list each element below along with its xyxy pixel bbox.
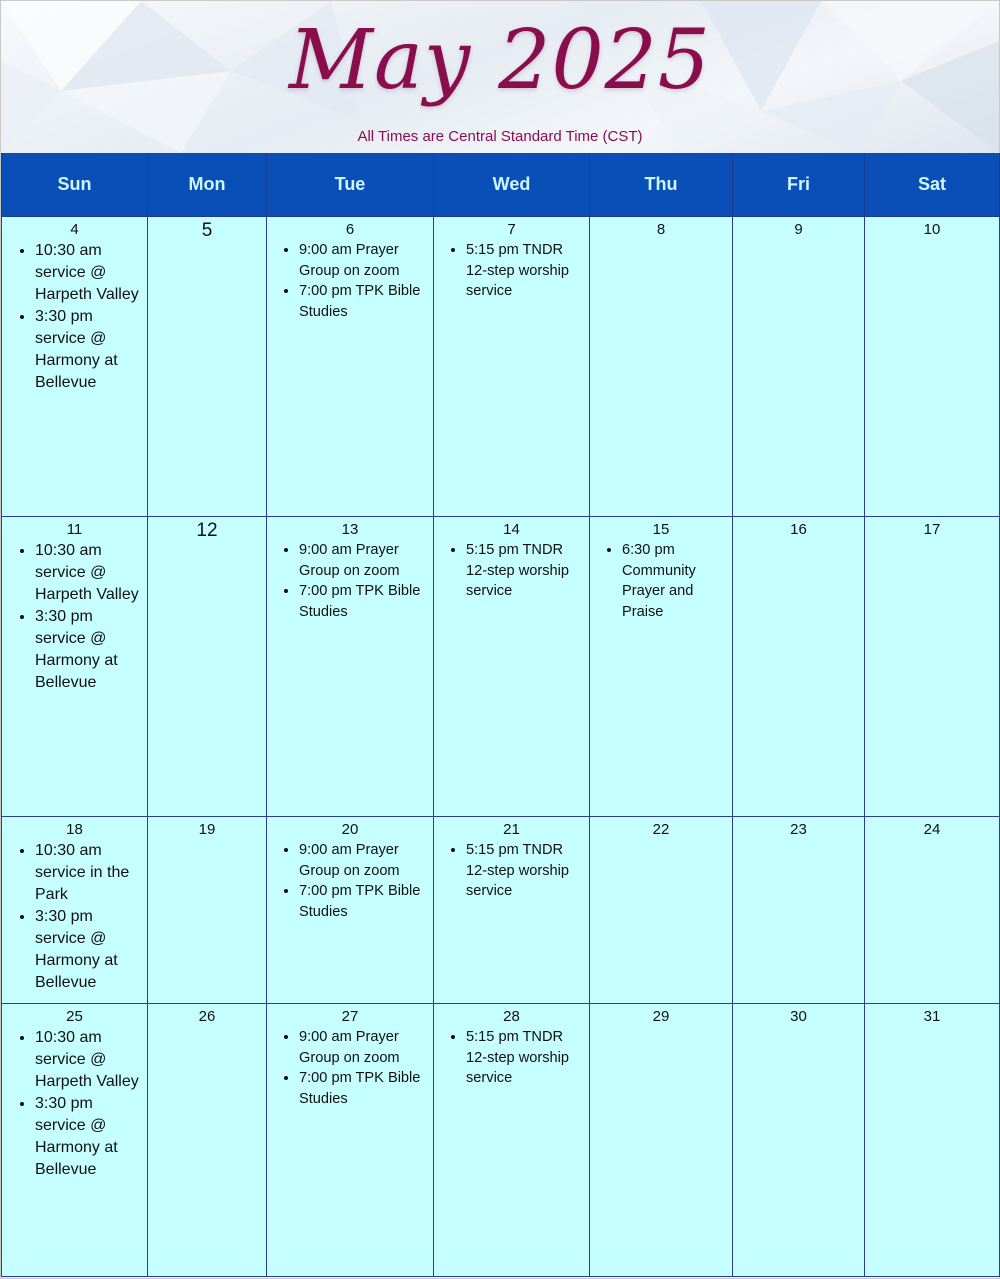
week-row xyxy=(2,817,1000,1004)
weekday-tue: Tue xyxy=(267,153,434,217)
day-cell xyxy=(865,217,1000,517)
weekday-fri: Fri xyxy=(733,153,865,217)
day-number: 22 xyxy=(652,821,670,838)
day-number: 5 xyxy=(201,220,213,241)
day-cell xyxy=(148,517,267,817)
day-number: 7 xyxy=(507,221,516,238)
event-list xyxy=(2,240,147,394)
weekday-sun: Sun xyxy=(2,153,148,217)
day-number: 18 xyxy=(66,821,83,838)
event-list xyxy=(267,540,433,622)
day-cell xyxy=(733,817,865,1004)
day-number: 25 xyxy=(66,1008,83,1025)
day-number: 4 xyxy=(70,221,79,238)
event-item: • 10:30 am service @ Harpeth Valley xyxy=(35,1027,143,1093)
event-item: • 10:30 am service in the Park xyxy=(35,840,143,906)
event-item: • 5:15 pm TNDR 12-step worship service xyxy=(466,840,585,902)
day-cell xyxy=(267,817,434,1004)
day-number: 31 xyxy=(923,1008,941,1025)
day-number: 8 xyxy=(656,221,666,238)
day-cell xyxy=(267,217,434,517)
week-row xyxy=(2,517,1000,817)
event-list xyxy=(434,1027,589,1089)
day-number: 26 xyxy=(198,1008,216,1025)
day-cell xyxy=(2,517,148,817)
event-list xyxy=(434,840,589,902)
day-number: 27 xyxy=(341,1008,359,1025)
day-cell xyxy=(148,1004,267,1277)
month-title: May 2025 xyxy=(289,13,711,108)
day-cell xyxy=(434,217,590,517)
week-row xyxy=(2,217,1000,517)
event-list xyxy=(2,540,147,694)
event-item: • 9:00 am Prayer Group on zoom xyxy=(299,840,429,881)
day-number: 10 xyxy=(923,221,941,238)
day-number: 13 xyxy=(341,521,359,538)
event-item: • 3:30 pm service @ Harmony at Bellevue xyxy=(35,1093,143,1181)
day-cell xyxy=(434,1004,590,1277)
day-number: 16 xyxy=(790,521,807,538)
weekday-wed: Wed xyxy=(434,153,590,217)
event-item: • 6:30 pm Community Prayer and Praise xyxy=(622,540,728,622)
day-number: 9 xyxy=(794,221,803,238)
day-number: 30 xyxy=(790,1008,807,1025)
day-cell xyxy=(733,1004,865,1277)
day-cell xyxy=(2,1004,148,1277)
timezone-note: All Times are Central Standard Time (CST) xyxy=(357,128,643,145)
event-item: • 10:30 am service @ Harpeth Valley xyxy=(35,240,143,306)
day-cell xyxy=(733,217,865,517)
day-cell xyxy=(148,217,267,517)
event-list xyxy=(2,1027,147,1181)
event-list xyxy=(2,840,147,994)
event-list xyxy=(267,240,433,322)
day-number: 11 xyxy=(66,521,83,538)
event-list xyxy=(267,1027,433,1109)
event-item: • 7:00 pm TPK Bible Studies xyxy=(299,281,429,322)
weekday-mon: Mon xyxy=(148,153,267,217)
day-number: 21 xyxy=(503,821,520,838)
day-cell xyxy=(2,217,148,517)
day-cell xyxy=(267,517,434,817)
event-item: • 5:15 pm TNDR 12-step worship service xyxy=(466,240,585,302)
day-number: 23 xyxy=(790,821,807,838)
event-item: • 9:00 am Prayer Group on zoom xyxy=(299,1027,429,1068)
day-cell xyxy=(434,817,590,1004)
event-item: • 3:30 pm service @ Harmony at Bellevue xyxy=(35,906,143,994)
event-list xyxy=(434,540,589,602)
event-item: • 5:15 pm TNDR 12-step worship service xyxy=(466,1027,585,1089)
day-number: 20 xyxy=(341,821,359,838)
week-row xyxy=(2,1004,1000,1277)
day-cell xyxy=(865,517,1000,817)
event-item: • 7:00 pm TPK Bible Studies xyxy=(299,581,429,622)
day-cell xyxy=(590,817,733,1004)
day-number: 12 xyxy=(196,520,218,541)
calendar-header xyxy=(1,1,999,153)
day-number: 14 xyxy=(503,521,520,538)
calendar-grid xyxy=(1,153,1000,1277)
day-number: 28 xyxy=(503,1008,520,1025)
day-number: 6 xyxy=(345,221,355,238)
day-cell xyxy=(434,517,590,817)
event-item: • 3:30 pm service @ Harmony at Bellevue xyxy=(35,606,143,694)
day-cell xyxy=(590,517,733,817)
day-cell xyxy=(733,517,865,817)
day-number: 17 xyxy=(923,521,941,538)
event-item: • 9:00 am Prayer Group on zoom xyxy=(299,540,429,581)
event-item: • 5:15 pm TNDR 12-step worship service xyxy=(466,540,585,602)
day-number: 24 xyxy=(923,821,941,838)
event-item: • 7:00 pm TPK Bible Studies xyxy=(299,1068,429,1109)
event-list xyxy=(434,240,589,302)
day-cell xyxy=(2,817,148,1004)
event-item: • 7:00 pm TPK Bible Studies xyxy=(299,881,429,922)
day-cell xyxy=(865,817,1000,1004)
day-cell xyxy=(590,217,733,517)
weekday-thu: Thu xyxy=(590,153,733,217)
day-cell xyxy=(590,1004,733,1277)
weekday-sat: Sat xyxy=(865,153,1000,217)
day-cell xyxy=(267,1004,434,1277)
event-list xyxy=(267,840,433,922)
day-cell xyxy=(148,817,267,1004)
day-number: 19 xyxy=(198,821,216,838)
day-cell xyxy=(865,1004,1000,1277)
weekday-header-row xyxy=(2,153,1000,217)
day-number: 29 xyxy=(652,1008,670,1025)
day-number: 15 xyxy=(652,521,670,538)
event-item: • 10:30 am service @ Harpeth Valley xyxy=(35,540,143,606)
event-item: • 9:00 am Prayer Group on zoom xyxy=(299,240,429,281)
event-list xyxy=(590,540,732,622)
event-item: • 3:30 pm service @ Harmony at Bellevue xyxy=(35,306,143,394)
